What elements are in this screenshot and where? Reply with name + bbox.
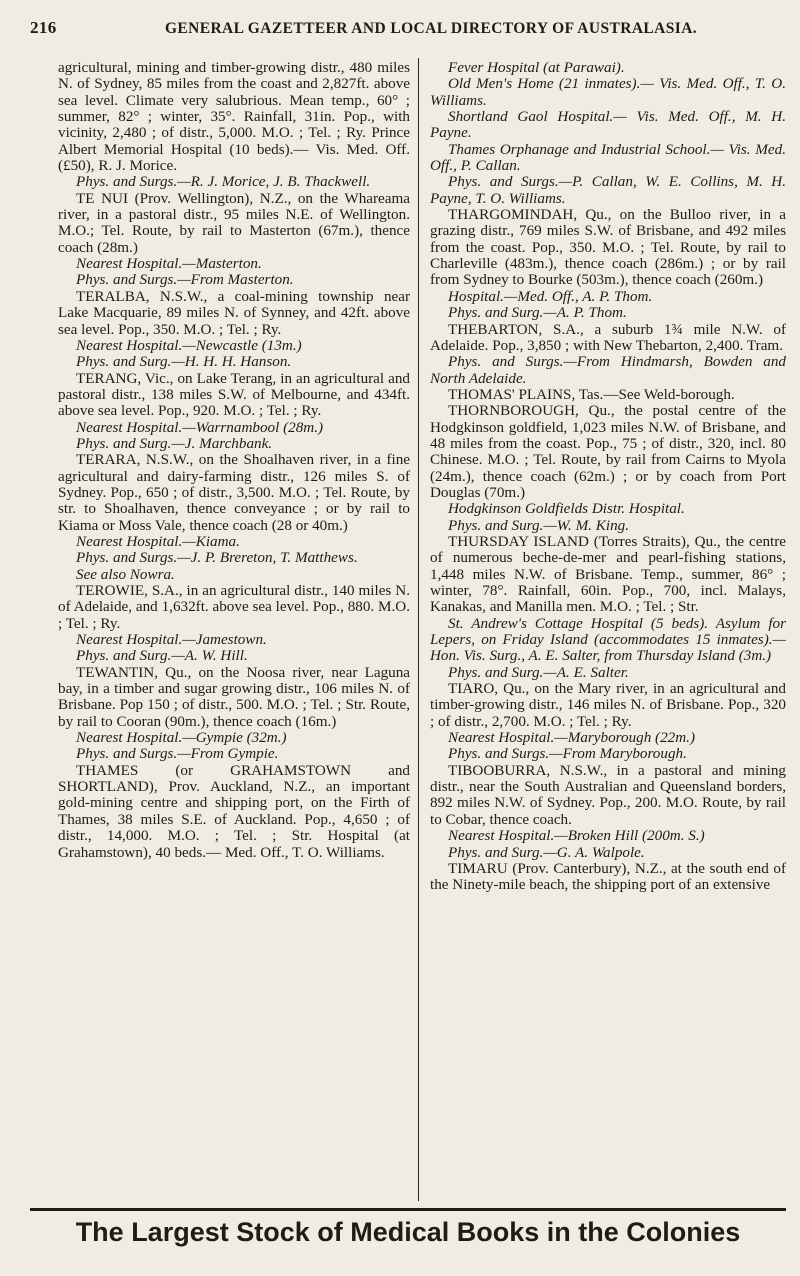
- entry-tewantin-hospital: Nearest Hospital.—Gympie (32m.): [76, 729, 287, 747]
- entry-tiaro: TIARO, Qu., on the Mary river, in an agricultural and timber-growing distr., 146 miles N. of Brisbane. Pop., 320 ; of distr., 2,700. M.O. ; Tel. ; Ry.: [430, 680, 786, 730]
- entry-terowie: TEROWIE, S.A., in an agricultural distr., 140 miles N. of Adelaide, and 1,632ft. above sea level. Pop., 880. M.O. ; Tel. ; Ry.: [58, 582, 410, 632]
- entry-te-nui: TE NUI (Prov. Wellington), N.Z., on the Whareama river, in a pastoral distr., 95 miles N.E. of Wellington. M.O.; Tel. Route, by rail to Masterton (67m.), thence coach (28m.): [58, 189, 410, 256]
- entry-terara-hospital: Nearest Hospital.—Kiama.: [76, 532, 240, 550]
- entry-thargomindah: THARGOMINDAH, Qu., on the Bulloo river, in a grazing distr., 769 miles S.W. of Brisbane, and 492 miles from the coast. Pop., 350. M.O. ; Tel. Route, by rail to Charleville (483m.), thence coach (286m.) ; or by rail from Sydney to Bourke (503m.), thence coach (260m.): [430, 206, 786, 289]
- entry-thursday-island: THURSDAY ISLAND (Torres Straits), Qu., the centre of numerous beche-de-mer and pearl-fishing stations, 1,448 miles N.W. of Brisbane. Temp., summer, 86° ; winter, 78°. Rainfall, 60in. Pop., 700, incl. Malays, Kanakas, and Manilla men. M.O. ; Tel. ; Str.: [430, 532, 786, 616]
- entry-thornborough-phys: Phys. and Surg.—W. M. King.: [448, 516, 629, 534]
- entry-teralba: TERALBA, N.S.W., a coal-mining township near Lake Macquarie, 89 miles N. of Synney, and 42ft. above sea level. Pop., 350. M.O. ; Tel. ; Ry.: [58, 287, 410, 338]
- left-column: [58, 60, 410, 861]
- entry-terang-hospital: Nearest Hospital.—Warrnambool (28m.): [76, 418, 324, 436]
- entry-thames-phys: Phys. and Surgs.—P. Callan, W. E. Collins, M. H. Payne, T. O. Williams.: [430, 173, 786, 207]
- entry-thargomindah-hospital: Hospital.—Med. Off., A. P. Thom.: [448, 287, 653, 305]
- entry-thomas-plains: THOMAS' PLAINS, Tas.—See Weld-borough.: [448, 385, 735, 403]
- footer-divider: [30, 1208, 786, 1211]
- entry-thames-gaol-hospital: Shortland Gaol Hospital.— Vis. Med. Off., M. H. Payne.: [430, 108, 786, 142]
- entry-thargomindah-phys: Phys. and Surg.—A. P. Thom.: [448, 304, 627, 322]
- page-number: 216: [30, 18, 57, 37]
- entry-tibooburra: TIBOOBURRA, N.S.W., in a pastoral and mining distr., near the South Australian and Queensland borders, 892 miles N.W. of Sydney. Pop., 200. M.O. Route, by rail to Cobar, thence coach.: [430, 761, 786, 828]
- entry-terara-phys: Phys. and Surgs.—J. P. Brereton, T. Matthews.: [76, 549, 358, 567]
- entry-terang-phys: Phys. and Surg.—J. Marchbank.: [76, 434, 273, 452]
- right-column: [430, 60, 786, 894]
- entry-thornborough: THORNBOROUGH, Qu., the postal centre of the Hodgkinson goldfield, 1,023 miles N.W. of Brisbane, and 48 miles from the coast. Pop., 75 ; of distr., 320, incl. 80 Chinese. M.O. ; Tel. Route, by rail from Cairns to Myola (24m.), thence coach (62m.) ; or by coach from Port Douglas (70m.): [430, 402, 786, 501]
- entry-thames-fever-hospital: Fever Hospital (at Parawai).: [448, 59, 625, 76]
- entry-teralba-phys: Phys. and Surg.—H. H. H. Hanson.: [76, 353, 292, 371]
- entry-thames: THAMES (or GRAHAMSTOWN and SHORTLAND), Prov. Auckland, N.Z., an important gold-mining centre and shipping port, on the Firth of Thames, 38 miles S.E. of Auckland. Pop., 4,650 ; of distr., 14,000. M.O. ; Tel. ; Str. Hospital (at Grahamstown), 40 beds.— Med. Off., T. O. Williams.: [58, 761, 410, 861]
- entry-bathurst-phys: Phys. and Surgs.—R. J. Morice, J. B. Thackwell.: [76, 173, 371, 191]
- entry-tibooburra-phys: Phys. and Surg.—G. A. Walpole.: [448, 843, 645, 861]
- entry-thames-orphanage: Thames Orphanage and Industrial School.— Vis. Med. Off., P. Callan.: [430, 140, 786, 175]
- entry-te-nui-phys: Phys. and Surgs.—From Masterton.: [76, 271, 294, 289]
- entry-tiaro-phys: Phys. and Surgs.—From Maryborough.: [448, 745, 687, 763]
- entry-thornborough-hospital: Hodgkinson Goldfields Distr. Hospital.: [448, 500, 685, 518]
- entry-thebarton: THEBARTON, S.A., a suburb 1¾ mile N.W. of Adelaide. Pop., 3,850 ; with New Thebarton, 2,400. Tram.: [430, 320, 786, 354]
- running-title: GENERAL GAZETTEER AND LOCAL DIRECTORY OF AUSTRALASIA.: [164, 20, 698, 37]
- entry-terara-see-also: See also Nowra.: [76, 565, 175, 583]
- entry-terara: TERARA, N.S.W., on the Shoalhaven river, in a fine agricultural and dairy-farming distr., 126 miles S. of Sydney. Pop., 650 ; of distr., 3,500. M.O. ; Tel. Route, by str. to Shoalhaven, thence conveyance ; or by rail to Kiama or Moss Vale, thence coach (28 or 40m.): [58, 451, 410, 534]
- entry-thursday-island-phys: Phys. and Surg.—A. E. Salter.: [448, 663, 629, 681]
- entry-te-nui-hospital: Nearest Hospital.—Masterton.: [76, 255, 262, 273]
- entry-teralba-hospital: Nearest Hospital.—Newcastle (13m.): [76, 336, 302, 354]
- entry-thebarton-phys: Phys. and Surgs.—From Hindmarsh, Bowden and North Adelaide.: [430, 353, 786, 387]
- column-divider: [418, 58, 419, 1201]
- entry-thames-old-mens-home: Old Men's Home (21 inmates).— Vis. Med. Off., T. O. Williams.: [430, 75, 786, 109]
- entry-tiaro-hospital: Nearest Hospital.—Maryborough (22m.): [448, 729, 696, 747]
- page-header: [30, 18, 772, 40]
- entry-tewantin: TEWANTIN, Qu., on the Noosa river, near Laguna bay, in a timber and sugar growing distr., 106 miles N. of Brisbane. Pop 150 ; of distr., 500. M.O. ; Tel. ; Str. Route, by rail to Cooran (90m.), thence coach (16m.): [58, 663, 410, 730]
- footer-advertisement: The Largest Stock of Medical Books in the Colonies: [75, 1217, 741, 1247]
- entry-terowie-hospital: Nearest Hospital.—Jamestown.: [76, 631, 267, 649]
- entry-timaru: TIMARU (Prov. Canterbury), N.Z., at the south end of the Ninety-mile beach, the shipping port of an extensive: [430, 859, 786, 894]
- entry-tibooburra-hospital: Nearest Hospital.—Broken Hill (200m. S.): [448, 827, 705, 845]
- entry-tewantin-phys: Phys. and Surgs.—From Gympie.: [76, 745, 279, 763]
- entry-thursday-island-hospital: St. Andrew's Cottage Hospital (5 beds). Asylum for Lepers, on Friday Island (accommodates 15 inmates).—Hon. Vis. Surg., A. E. Salter, from Thursday Island (3m.): [430, 614, 786, 665]
- entry-terang: TERANG, Vic., on Lake Terang, in an agricultural and pastoral distr., 138 miles S.W. of Melbourne, and 434ft. above sea level. Pop., 920. M.O. ; Tel. ; Ry.: [58, 369, 410, 420]
- entry-bathurst-continued: agricultural, mining and timber-growing distr., 480 miles N. of Sydney, 85 miles from the coast and 2,827ft. above sea level. Climate very salubrious. Mean temp., 60° ; summer, 82° ; winter, 35°. Rainfall, 31in. Pop., with vicinity, 2,480 ; of distr., 5,000. M.O. ; Tel. ; Ry. Prince Albert Memorial Hospital (10 beds).— Vis. Med. Off. (£50), R. J. Morice.: [58, 59, 410, 175]
- entry-terowie-phys: Phys. and Surg.—A. W. Hill.: [76, 647, 248, 665]
